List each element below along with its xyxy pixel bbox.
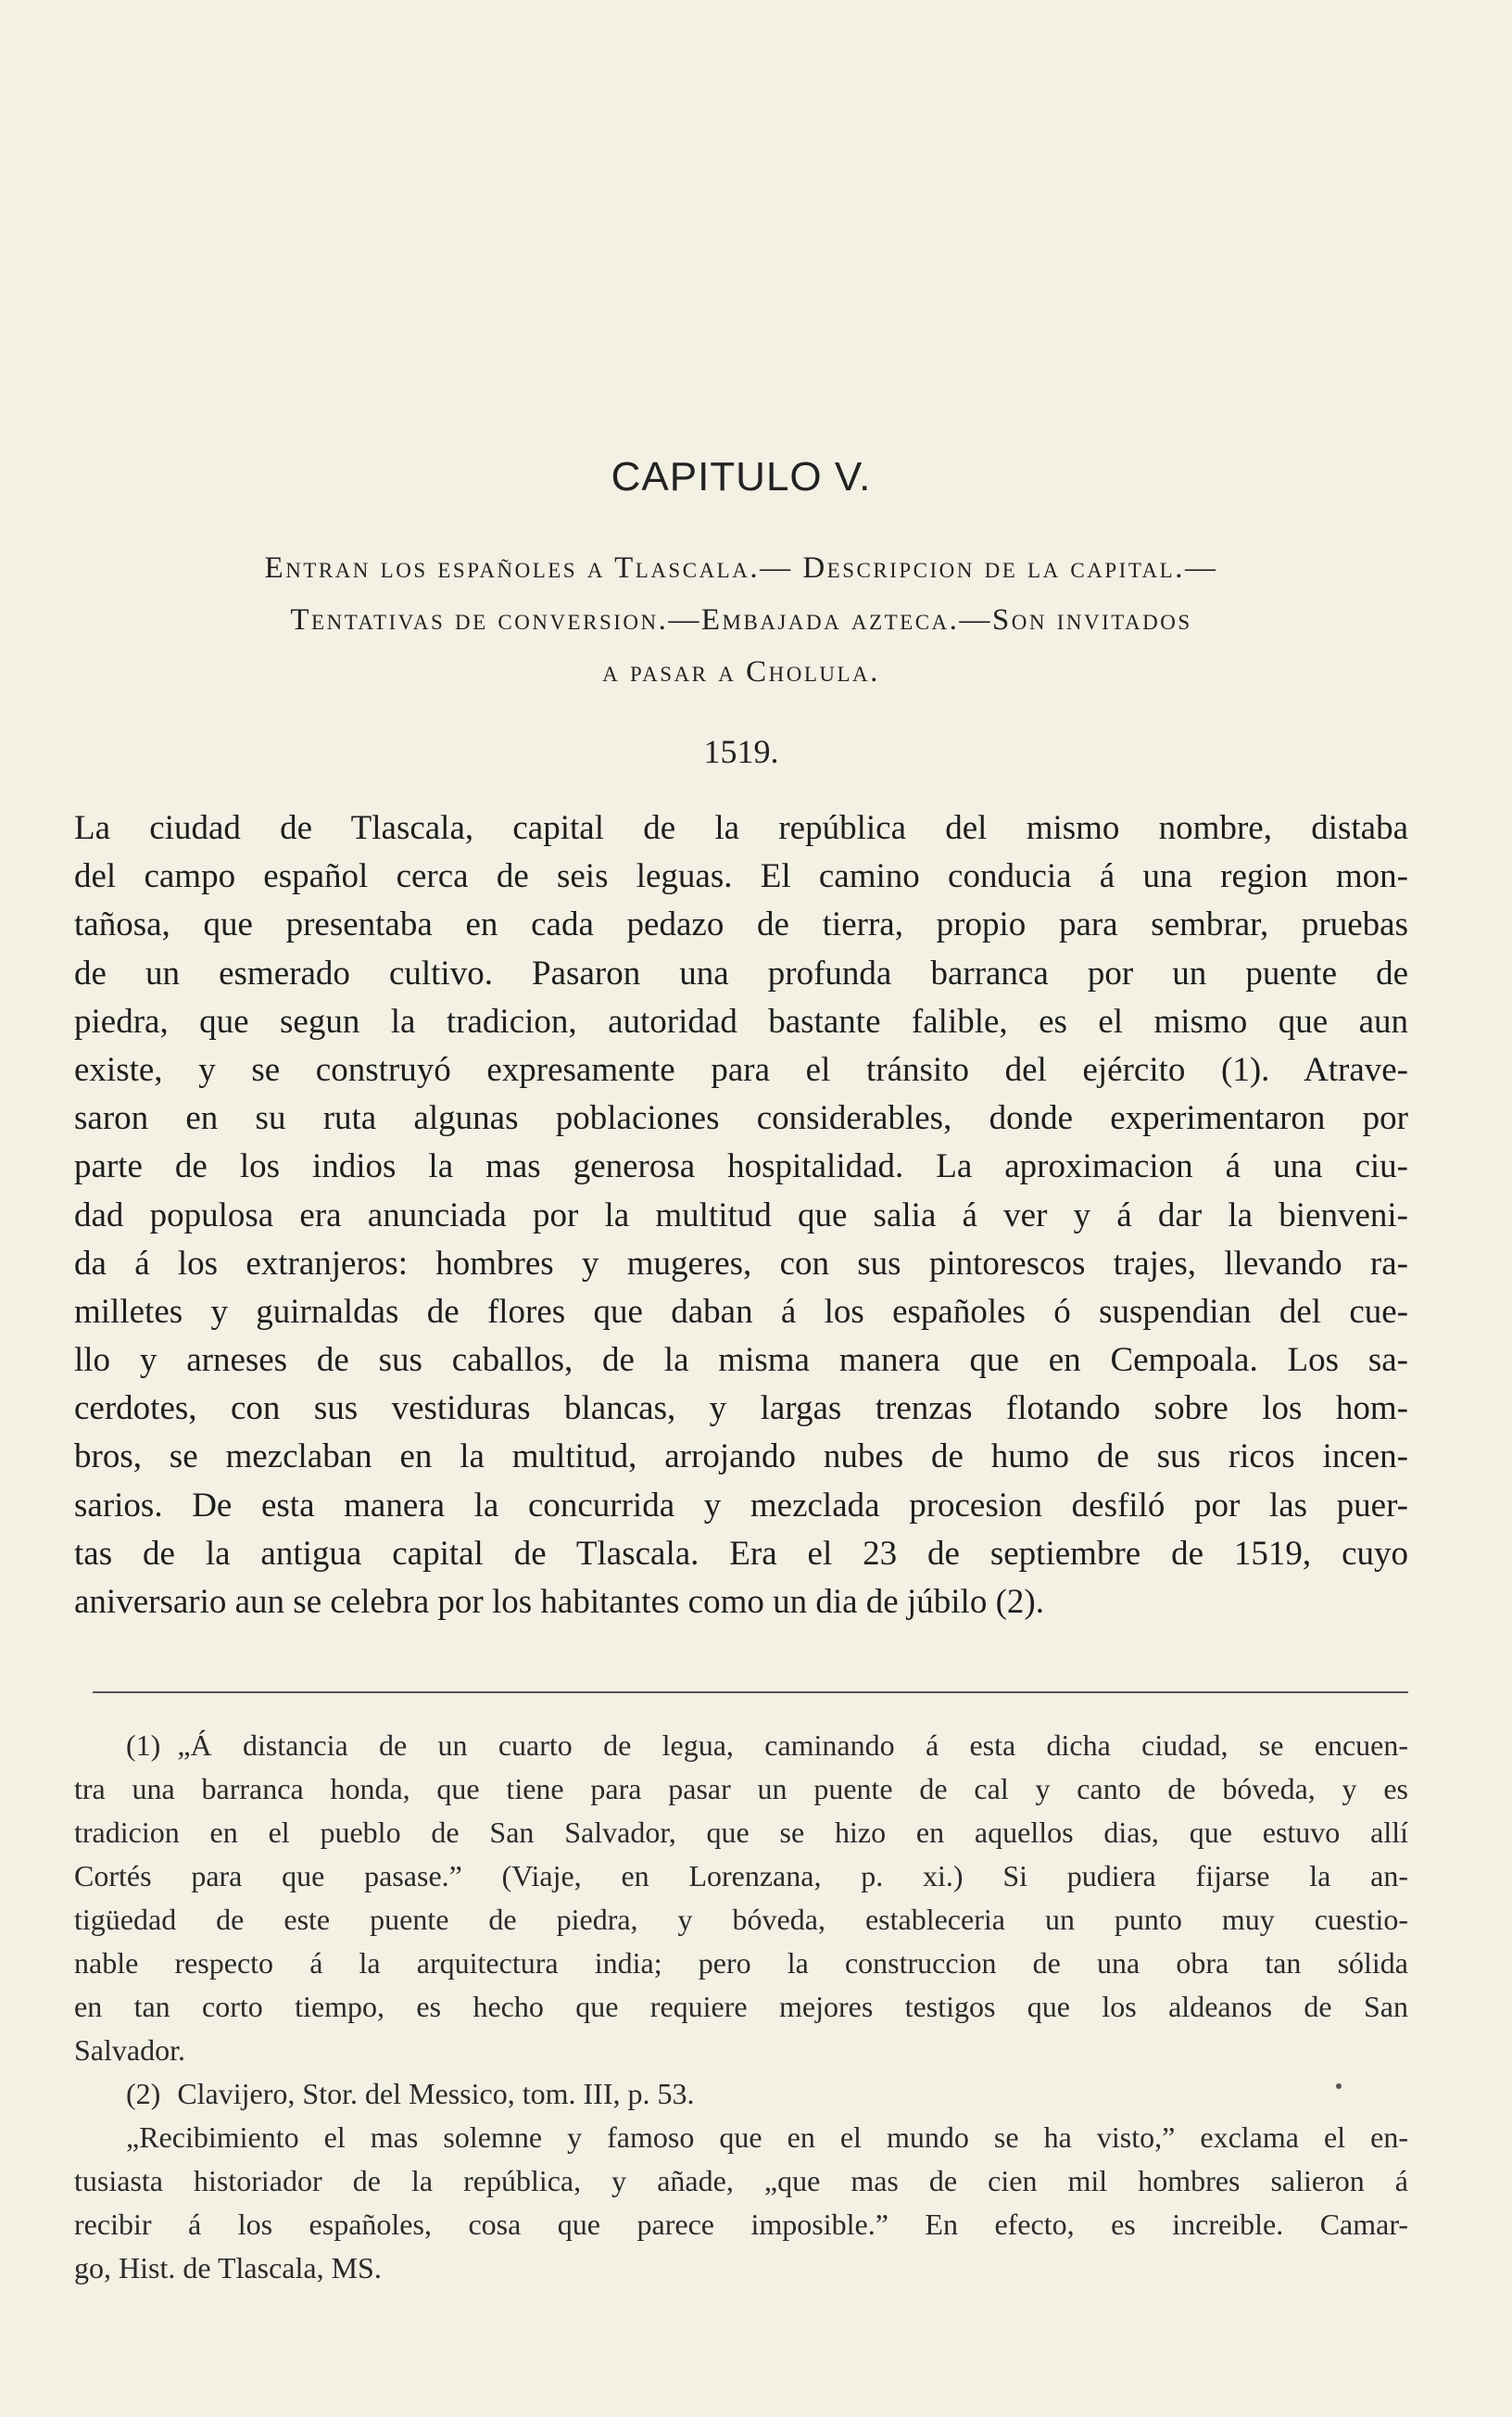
body-paragraph bbox=[74, 804, 1408, 1626]
text-line: La ciudad de Tlascala, capital de la república del mismo nombre, distaba bbox=[74, 809, 1408, 847]
text-line: dad populosa era anunciada por la multitud que salia á ver y á dar la bienveni- bbox=[74, 1196, 1408, 1234]
text-line: existe, y se construyó expresamente para el tránsito del ejército (1). Atrave- bbox=[74, 1050, 1408, 1089]
summary-line: Entran los españoles a Tlascala.— Descripcion de la capital.— bbox=[264, 551, 1218, 585]
summary-line: Tentativas de conversion.—Embajada azteca.—Son invitados bbox=[290, 603, 1192, 637]
footnote-line bbox=[74, 1724, 1408, 1767]
text-line: de un esmerado cultivo. Pasaron una profunda barranca por un puente de bbox=[74, 954, 1408, 993]
footnote-line: Cortés para que pasase.” (Viaje, en Lorenzana, p. xi.) Si pudiera fijarse la an- bbox=[74, 1859, 1408, 1892]
text-line: bros, se mezclaban en la multitud, arrojando nubes de humo de sus ricos incen- bbox=[74, 1437, 1408, 1476]
text-line: cerdotes, con sus vestiduras blancas, y largas trenzas flotando sobre los hom- bbox=[74, 1389, 1408, 1428]
footnote-marker: (1) bbox=[126, 1728, 161, 1762]
text-line: piedra, que segun la tradicion, autoridad bastante falible, es el mismo que aun bbox=[74, 1002, 1408, 1041]
text-line: parte de los indios la mas generosa hospitalidad. La aproximacion á una ciu- bbox=[74, 1147, 1408, 1186]
footnote-line: „Recibimiento el mas solemne y famoso que en el mundo se ha visto,” exclama el en- bbox=[126, 2120, 1408, 2154]
text-line: aniversario aun se celebra por los habitantes como un dia de júbilo (2). bbox=[74, 1583, 1044, 1621]
chapter-year: 1519. bbox=[703, 733, 779, 770]
footnote-line: tigüedad de este puente de piedra, y bóveda, estableceria un punto muy cuestio- bbox=[74, 1903, 1408, 1936]
footnote-line: Salvador. bbox=[74, 2033, 185, 2067]
summary-line: a pasar a Cholula. bbox=[602, 655, 880, 689]
footnote-line bbox=[74, 2072, 1408, 2116]
chapter-summary bbox=[74, 542, 1408, 698]
text-line: sarios. De esta manera la concurrida y mezclada procesion desfiló por las puer- bbox=[74, 1486, 1408, 1525]
text-line: del campo español cerca de seis leguas. El camino conducia á una region mon- bbox=[74, 857, 1408, 896]
footnote-divider bbox=[93, 1691, 1408, 1693]
footnote-line: nable respecto á la arquitectura india; pero la construccion de una obra tan sólida bbox=[74, 1946, 1408, 1980]
footnote-line: recibir á los españoles, cosa que parece imposible.” En efecto, es increible. Camar- bbox=[74, 2208, 1408, 2241]
footnote-line: tra una barranca honda, que tiene para pasar un puente de cal y canto de bóveda, y es bbox=[74, 1772, 1408, 1805]
text-line: tas de la antigua capital de Tlascala. Era el 23 de septiembre de 1519, cuyo bbox=[74, 1534, 1408, 1573]
footnote-line: tusiasta historiador de la república, y añade, „que mas de cien mil hombres salieron á bbox=[74, 2164, 1408, 2197]
ink-speck bbox=[1336, 2083, 1342, 2089]
footnote-line: go, Hist. de Tlascala, MS. bbox=[74, 2251, 382, 2284]
footnote-1 bbox=[74, 1724, 1408, 2072]
text-line: da á los extranjeros: hombres y mugeres, con sus pintorescos trajes, llevando ra- bbox=[74, 1244, 1408, 1283]
footnote-text: Clavijero, Stor. del Messico, tom. III, p. 53. bbox=[177, 2077, 695, 2110]
book-page bbox=[74, 0, 1408, 2417]
text-line: saron en su ruta algunas poblaciones considerables, donde experimentaron por bbox=[74, 1099, 1408, 1138]
footnote-line: tradicion en el pueblo de San Salvador, que se hizo en aquellos dias, que estuvo allí bbox=[74, 1816, 1408, 1849]
footnote-2 bbox=[74, 2072, 1408, 2290]
text-line: tañosa, que presentaba en cada pedazo de tierra, propio para sembrar, pruebas bbox=[74, 905, 1408, 944]
footnotes bbox=[74, 1724, 1408, 2290]
footnote-text: „Á distancia de un cuarto de legua, caminando á esta dicha ciudad, se encuen- bbox=[177, 1728, 1408, 1762]
chapter-title: CAPITULO V. bbox=[611, 454, 872, 500]
footnote-line: en tan corto tiempo, es hecho que requiere mejores testigos que los aldeanos de San bbox=[74, 1990, 1408, 2023]
text-line: llo y arneses de sus caballos, de la misma manera que en Cempoala. Los sa- bbox=[74, 1341, 1408, 1380]
text-line: milletes y guirnaldas de flores que daban á los españoles ó suspendian del cue- bbox=[74, 1292, 1408, 1331]
footnote-marker: (2) bbox=[126, 2077, 161, 2110]
